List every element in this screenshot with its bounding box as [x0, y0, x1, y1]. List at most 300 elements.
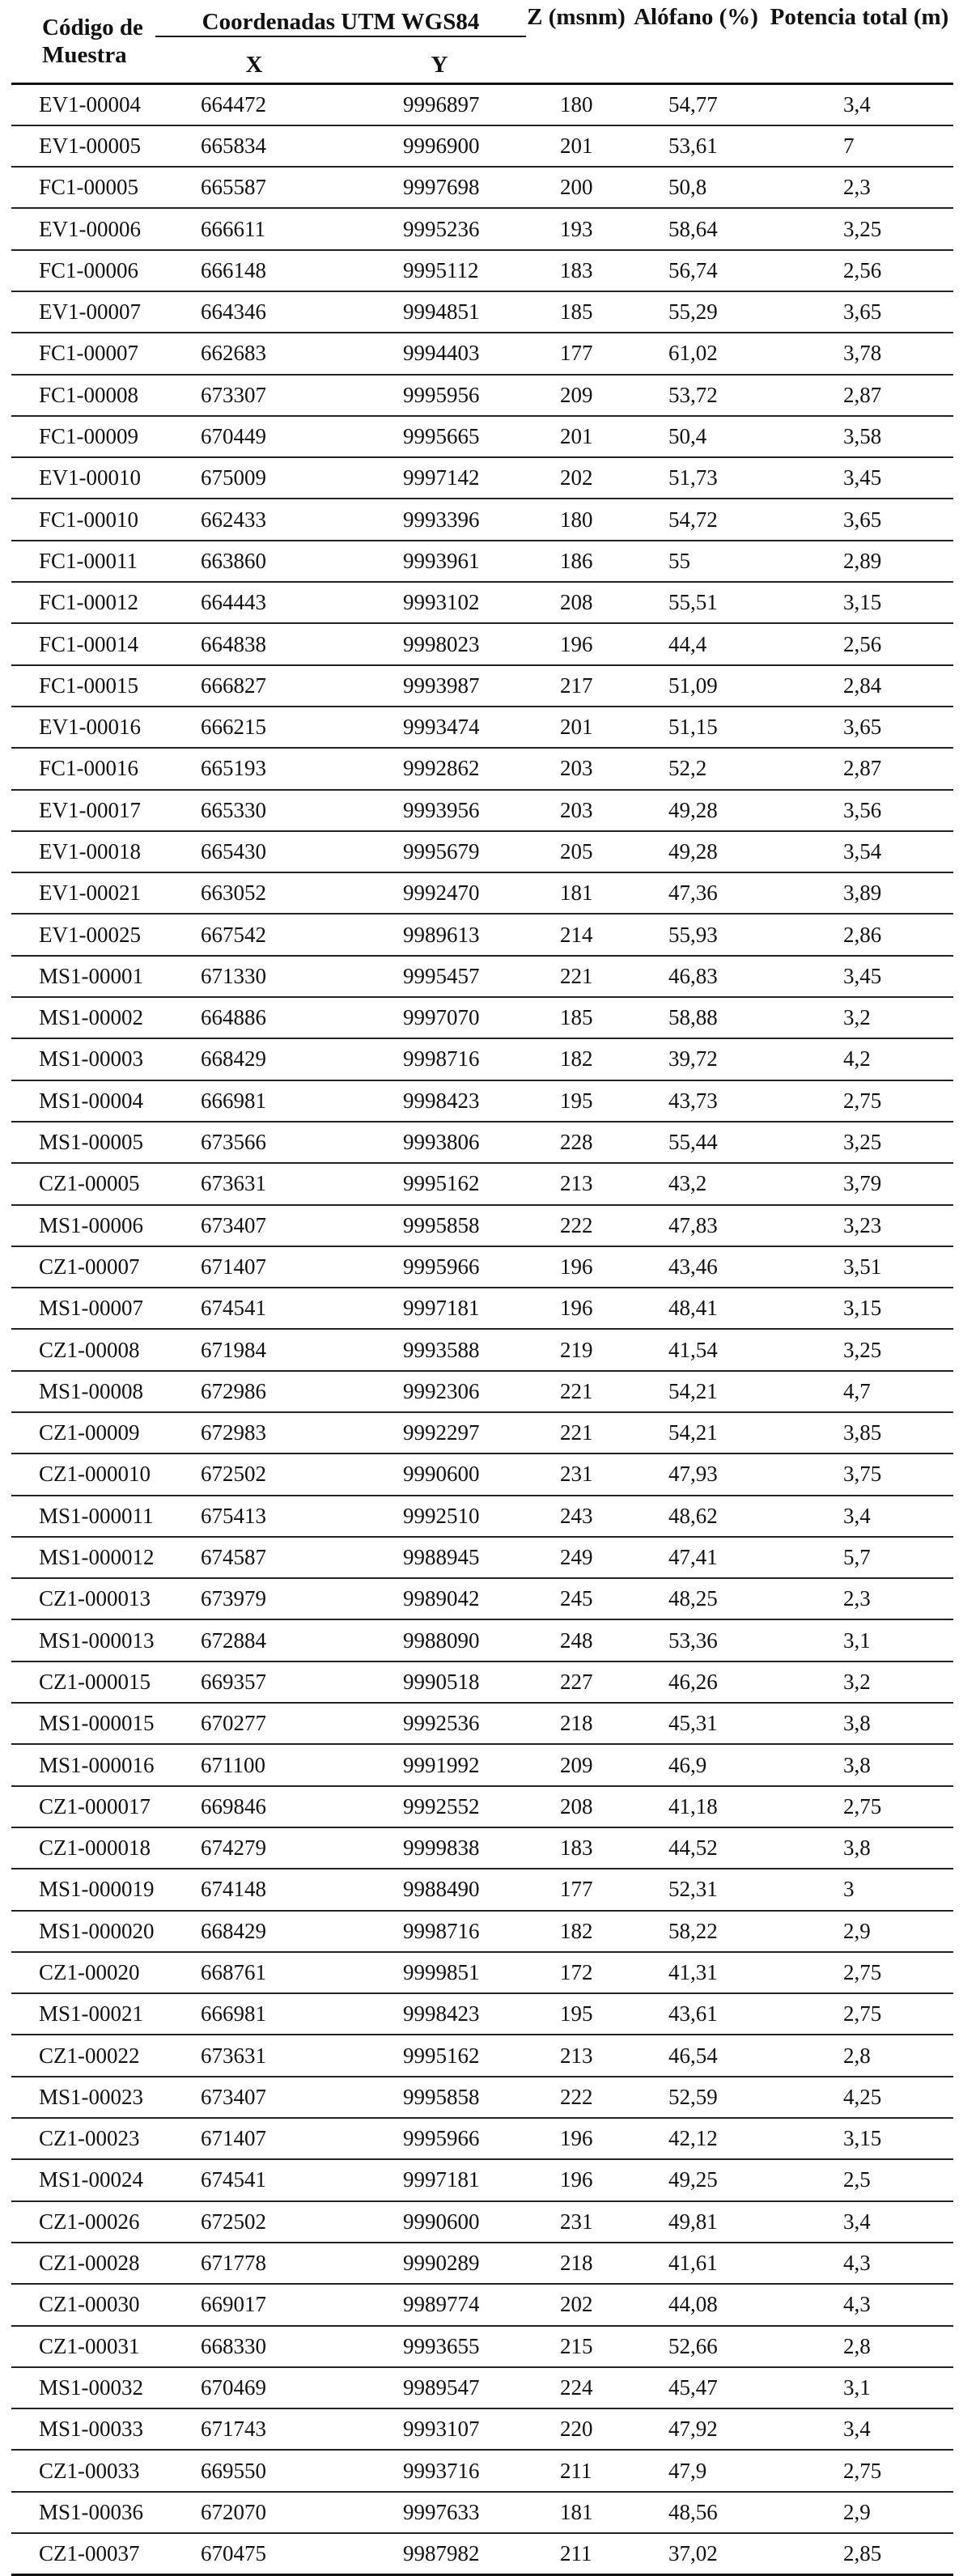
- cell-allophane: 50,4: [668, 424, 707, 449]
- table-row: [11, 291, 953, 333]
- cell-allophane: 44,52: [668, 1835, 718, 1861]
- cell-sample-code: MS1-00005: [39, 1130, 144, 1155]
- table-row: [11, 2243, 953, 2284]
- table-row: [11, 2035, 953, 2076]
- table-row: [11, 997, 953, 1038]
- table-row: [11, 1869, 953, 1910]
- cell-sample-code: EV1-00006: [39, 216, 141, 241]
- cell-sample-code: CZ1-00009: [39, 1420, 140, 1445]
- cell-y: 9995457: [403, 963, 480, 988]
- cell-sample-code: FC1-00015: [39, 673, 139, 698]
- cell-y: 9990600: [403, 2209, 480, 2234]
- cell-z: 193: [560, 216, 593, 241]
- samples-table: [11, 0, 953, 2576]
- cell-x: 670277: [201, 1711, 266, 1736]
- cell-sample-code: CZ1-00005: [39, 1171, 140, 1196]
- cell-x: 669846: [201, 1793, 266, 1818]
- cell-z: 243: [560, 1503, 593, 1528]
- cell-allophane: 43,2: [668, 1171, 707, 1196]
- cell-y: 9995679: [403, 838, 480, 864]
- cell-y: 9993987: [403, 673, 480, 698]
- cell-x: 671778: [201, 2251, 266, 2276]
- cell-allophane: 55,29: [668, 299, 718, 325]
- cell-allophane: 50,8: [668, 175, 707, 200]
- cell-allophane: 43,61: [668, 2001, 718, 2026]
- cell-x: 670469: [201, 2374, 266, 2400]
- cell-z: 231: [560, 1462, 593, 1487]
- table-row: [11, 1454, 953, 1495]
- cell-y: 9993655: [403, 2333, 480, 2358]
- cell-y: 9999851: [403, 1960, 480, 1984]
- cell-z: 231: [560, 2209, 593, 2234]
- cell-thickness: 3,2: [843, 1669, 871, 1694]
- cell-thickness: 3: [843, 1877, 855, 1902]
- cell-thickness: 3,1: [843, 2374, 871, 2400]
- cell-sample-code: EV1-00010: [39, 465, 141, 490]
- cell-x: 671407: [201, 2126, 266, 2151]
- cell-sample-code: EV1-00021: [39, 881, 141, 906]
- cell-thickness: 3,15: [843, 1296, 882, 1321]
- table-row: [11, 416, 953, 457]
- cell-z: 222: [560, 1212, 593, 1237]
- cell-x: 672884: [201, 1628, 266, 1653]
- cell-thickness: 3,65: [843, 299, 882, 325]
- cell-allophane: 52,66: [668, 2333, 718, 2358]
- cell-y: 9991992: [403, 1752, 480, 1777]
- cell-thickness: 3,79: [843, 1171, 882, 1196]
- cell-y: 9995665: [403, 424, 480, 449]
- cell-z: 213: [560, 1171, 593, 1196]
- cell-sample-code: EV1-00005: [39, 133, 141, 158]
- cell-thickness: 3,4: [843, 91, 871, 117]
- cell-allophane: 53,36: [668, 1628, 718, 1653]
- cell-z: 209: [560, 382, 593, 407]
- cell-z: 185: [560, 299, 593, 325]
- cell-y: 9997633: [403, 2499, 480, 2524]
- cell-allophane: 54,21: [668, 1420, 718, 1445]
- table-row: [11, 541, 953, 582]
- cell-z: 181: [560, 881, 593, 906]
- cell-allophane: 49,28: [668, 838, 718, 864]
- table-row: [11, 956, 953, 997]
- cell-allophane: 53,61: [668, 133, 718, 158]
- cell-sample-code: EV1-00018: [39, 838, 141, 864]
- cell-thickness: 3,4: [843, 1503, 871, 1528]
- cell-x: 664838: [201, 631, 266, 656]
- cell-allophane: 52,31: [668, 1877, 718, 1902]
- cell-z: 201: [560, 133, 593, 158]
- cell-y: 9996900: [403, 133, 480, 158]
- cell-thickness: 3,45: [843, 963, 882, 988]
- cell-x: 662433: [201, 507, 266, 532]
- cell-thickness: 5,7: [843, 1545, 871, 1570]
- cell-thickness: 3,25: [843, 1130, 882, 1155]
- table-row: [11, 623, 953, 664]
- table-row: [11, 2367, 953, 2408]
- cell-sample-code: CZ1-000015: [39, 1669, 151, 1694]
- cell-x: 662683: [201, 341, 266, 366]
- cell-y: 9997070: [403, 1005, 480, 1030]
- cell-x: 669550: [201, 2458, 266, 2483]
- cell-y: 9988090: [403, 1628, 480, 1653]
- cell-z: 202: [560, 2292, 593, 2317]
- cell-y: 9990600: [403, 1462, 480, 1487]
- cell-x: 672070: [201, 2499, 266, 2524]
- cell-sample-code: MS1-00036: [39, 2499, 144, 2524]
- cell-sample-code: CZ1-00020: [39, 1960, 140, 1984]
- cell-z: 196: [560, 2167, 593, 2192]
- cell-allophane: 55: [668, 548, 690, 573]
- header-elevation: Z (msnm): [527, 4, 626, 30]
- cell-z: 224: [560, 2374, 593, 2400]
- cell-thickness: 2,8: [843, 2333, 871, 2358]
- cell-z: 183: [560, 257, 593, 282]
- cell-y: 9993474: [403, 715, 480, 740]
- cell-y: 9992297: [403, 1420, 480, 1445]
- cell-y: 9998423: [403, 2001, 480, 2026]
- table-row: [11, 2201, 953, 2243]
- cell-allophane: 54,21: [668, 1378, 718, 1403]
- cell-thickness: 2,87: [843, 382, 882, 407]
- cell-x: 670449: [201, 424, 266, 449]
- cell-y: 9994403: [403, 341, 480, 366]
- cell-z: 221: [560, 963, 593, 988]
- cell-thickness: 2,3: [843, 1586, 871, 1611]
- cell-x: 665193: [201, 756, 266, 781]
- cell-y: 9992536: [403, 1711, 480, 1736]
- cell-z: 203: [560, 797, 593, 822]
- cell-x: 671407: [201, 1254, 266, 1279]
- cell-z: 221: [560, 1420, 593, 1445]
- cell-sample-code: EV1-00025: [39, 922, 141, 947]
- table-row: [11, 499, 953, 540]
- cell-thickness: 7: [843, 133, 855, 158]
- cell-allophane: 52,59: [668, 2084, 718, 2109]
- table-row: [11, 208, 953, 249]
- cell-allophane: 54,77: [668, 91, 718, 117]
- cell-sample-code: EV1-00016: [39, 715, 141, 740]
- cell-allophane: 51,09: [668, 673, 718, 698]
- cell-y: 9990289: [403, 2251, 480, 2276]
- cell-x: 668429: [201, 1046, 266, 1072]
- cell-x: 665330: [201, 797, 266, 822]
- cell-allophane: 58,64: [668, 216, 718, 241]
- table-row: [11, 375, 953, 416]
- cell-y: 9996897: [403, 91, 480, 117]
- cell-x: 664346: [201, 299, 266, 325]
- cell-thickness: 2,3: [843, 175, 871, 200]
- table-row: [11, 1371, 953, 1412]
- cell-thickness: 3,65: [843, 507, 882, 532]
- cell-allophane: 39,72: [668, 1046, 718, 1072]
- cell-thickness: 2,75: [843, 1088, 882, 1113]
- cell-x: 673631: [201, 1171, 266, 1196]
- table-row: [11, 1703, 953, 1744]
- cell-sample-code: CZ1-000018: [39, 1835, 151, 1861]
- cell-y: 9998423: [403, 1088, 480, 1113]
- cell-sample-code: MS1-00001: [39, 963, 144, 988]
- cell-sample-code: EV1-00004: [39, 91, 141, 117]
- cell-z: 208: [560, 1793, 593, 1818]
- cell-thickness: 2,75: [843, 1793, 882, 1818]
- cell-thickness: 3,75: [843, 1462, 882, 1487]
- cell-thickness: 2,89: [843, 548, 882, 573]
- cell-y: 9998023: [403, 631, 480, 656]
- cell-x: 667542: [201, 922, 266, 947]
- cell-thickness: 3,15: [843, 590, 882, 615]
- cell-y: 9990518: [403, 1669, 480, 1694]
- cell-y: 9995858: [403, 2084, 480, 2109]
- cell-sample-code: MS1-000015: [39, 1711, 155, 1736]
- cell-allophane: 45,31: [668, 1711, 718, 1736]
- table-row: [11, 1744, 953, 1785]
- cell-z: 221: [560, 1378, 593, 1403]
- cell-allophane: 48,41: [668, 1296, 718, 1321]
- cell-sample-code: CZ1-00007: [39, 1254, 140, 1279]
- table-row: [11, 1205, 953, 1246]
- cell-x: 665430: [201, 838, 266, 864]
- table-row: [11, 1038, 953, 1080]
- header-total-thickness: Potencia total (m): [770, 4, 949, 30]
- cell-x: 673407: [201, 1212, 266, 1237]
- cell-y: 9988490: [403, 1877, 480, 1902]
- cell-allophane: 41,18: [668, 1793, 718, 1818]
- cell-thickness: 3,15: [843, 2126, 882, 2151]
- cell-y: 9993102: [403, 590, 480, 615]
- cell-y: 9994851: [403, 299, 480, 325]
- cell-x: 666981: [201, 2001, 266, 2026]
- cell-sample-code: MS1-00021: [39, 2001, 144, 2026]
- cell-x: 671330: [201, 963, 266, 988]
- cell-allophane: 46,54: [668, 2043, 718, 2068]
- cell-z: 205: [560, 838, 593, 864]
- cell-sample-code: MS1-00008: [39, 1378, 144, 1403]
- cell-z: 220: [560, 2417, 593, 2442]
- cell-x: 665587: [201, 175, 266, 200]
- cell-y: 9992470: [403, 881, 480, 906]
- table-row: [11, 1661, 953, 1703]
- cell-x: 675009: [201, 465, 266, 490]
- cell-x: 671984: [201, 1337, 266, 1362]
- cell-allophane: 55,51: [668, 590, 718, 615]
- table-row: [11, 1329, 953, 1370]
- cell-allophane: 53,72: [668, 382, 718, 407]
- cell-sample-code: MS1-00023: [39, 2084, 144, 2109]
- cell-allophane: 55,93: [668, 922, 718, 947]
- cell-x: 671743: [201, 2417, 266, 2442]
- cell-z: 182: [560, 1918, 593, 1943]
- cell-y: 9988945: [403, 1545, 480, 1570]
- cell-sample-code: FC1-00008: [39, 382, 139, 407]
- cell-z: 196: [560, 631, 593, 656]
- cell-z: 202: [560, 465, 593, 490]
- cell-y: 9989547: [403, 2374, 480, 2400]
- cell-allophane: 41,61: [668, 2251, 718, 2276]
- cell-allophane: 47,93: [668, 1462, 718, 1487]
- cell-x: 666148: [201, 257, 266, 282]
- header-allophane: Alófano (%): [634, 4, 758, 30]
- cell-z: 211: [560, 2540, 592, 2565]
- cell-x: 674541: [201, 2167, 266, 2192]
- cell-thickness: 3,23: [843, 1212, 882, 1237]
- cell-sample-code: EV1-00017: [39, 797, 141, 822]
- cell-sample-code: CZ1-00028: [39, 2251, 140, 2276]
- cell-x: 665834: [201, 133, 266, 158]
- table-row: [11, 914, 953, 955]
- cell-y: 9993107: [403, 2417, 480, 2442]
- cell-thickness: 2,75: [843, 2001, 882, 2026]
- cell-thickness: 3,25: [843, 1337, 882, 1362]
- cell-y: 9997181: [403, 1296, 480, 1321]
- cell-sample-code: CZ1-00008: [39, 1337, 140, 1362]
- cell-sample-code: MS1-000016: [39, 1752, 155, 1777]
- cell-sample-code: FC1-00014: [39, 631, 139, 656]
- cell-x: 673407: [201, 2084, 266, 2109]
- cell-y: 9992552: [403, 1793, 480, 1818]
- cell-z: 209: [560, 1752, 593, 1777]
- cell-z: 219: [560, 1337, 593, 1362]
- table-row: [11, 707, 953, 748]
- cell-allophane: 58,88: [668, 1005, 718, 1030]
- table-row: [11, 84, 953, 125]
- cell-allophane: 46,26: [668, 1669, 718, 1694]
- table-row: [11, 2159, 953, 2200]
- cell-y: 9998716: [403, 1918, 480, 1943]
- table-row: [11, 872, 953, 914]
- cell-allophane: 48,25: [668, 1586, 718, 1611]
- cell-sample-code: MS1-00007: [39, 1296, 144, 1321]
- cell-z: 201: [560, 424, 593, 449]
- cell-x: 669357: [201, 1669, 266, 1694]
- cell-thickness: 2,9: [843, 1918, 871, 1943]
- cell-x: 672986: [201, 1378, 266, 1403]
- table-row: [11, 2533, 953, 2574]
- cell-z: 185: [560, 1005, 593, 1030]
- cell-y: 9995966: [403, 1254, 480, 1279]
- cell-thickness: 3,45: [843, 465, 882, 490]
- cell-x: 670475: [201, 2540, 266, 2565]
- cell-thickness: 2,56: [843, 631, 882, 656]
- cell-allophane: 47,36: [668, 881, 718, 906]
- cell-sample-code: MS1-000020: [39, 1918, 155, 1943]
- cell-x: 673979: [201, 1586, 266, 1611]
- cell-sample-code: CZ1-00023: [39, 2126, 140, 2151]
- cell-x: 672983: [201, 1420, 266, 1445]
- cell-z: 217: [560, 673, 593, 698]
- cell-y: 9995112: [403, 257, 479, 282]
- cell-allophane: 45,47: [668, 2374, 718, 2400]
- table-row: [11, 1993, 953, 2035]
- cell-x: 672502: [201, 1462, 266, 1487]
- cell-allophane: 61,02: [668, 341, 718, 366]
- cell-y: 9989613: [403, 922, 480, 947]
- cell-sample-code: FC1-00012: [39, 590, 139, 615]
- cell-thickness: 2,84: [843, 673, 882, 698]
- cell-sample-code: MS1-00032: [39, 2374, 144, 2400]
- table-row: [11, 831, 953, 872]
- cell-allophane: 52,2: [668, 756, 707, 781]
- cell-allophane: 47,83: [668, 1212, 718, 1237]
- cell-thickness: 2,87: [843, 756, 882, 781]
- header-utm-coordinates: Coordenadas UTM WGS84: [155, 0, 526, 36]
- cell-sample-code: MS1-00024: [39, 2167, 144, 2192]
- cell-z: 196: [560, 1296, 593, 1321]
- table-row: [11, 748, 953, 789]
- table-row: [11, 457, 953, 499]
- cell-allophane: 46,83: [668, 963, 718, 988]
- cell-sample-code: CZ1-00026: [39, 2209, 140, 2234]
- cell-z: 248: [560, 1628, 593, 1653]
- cell-thickness: 4,25: [843, 2084, 882, 2109]
- table-row: [11, 1952, 953, 1993]
- cell-thickness: 4,7: [843, 1378, 871, 1403]
- cell-thickness: 2,5: [843, 2167, 871, 2192]
- cell-allophane: 44,08: [668, 2292, 718, 2317]
- cell-z: 195: [560, 2001, 593, 2026]
- cell-z: 222: [560, 2084, 593, 2109]
- cell-sample-code: FC1-00010: [39, 507, 139, 532]
- cell-sample-code: MS1-000019: [39, 1877, 155, 1902]
- cell-x: 663860: [201, 548, 266, 573]
- table-row: [11, 2326, 953, 2367]
- cell-x: 669017: [201, 2292, 266, 2317]
- cell-y: 9993588: [403, 1337, 480, 1362]
- cell-thickness: 3,89: [843, 881, 882, 906]
- cell-thickness: 3,25: [843, 216, 882, 241]
- cell-y: 9993806: [403, 1130, 480, 1155]
- table-header: [11, 0, 953, 84]
- cell-thickness: 2,75: [843, 1960, 882, 1984]
- table-row: [11, 1246, 953, 1288]
- cell-sample-code: MS1-000011: [39, 1503, 154, 1528]
- cell-x: 674541: [201, 1296, 266, 1321]
- cell-allophane: 41,54: [668, 1337, 718, 1362]
- cell-y: 9997698: [403, 175, 480, 200]
- cell-thickness: 3,78: [843, 341, 882, 366]
- table-row: [11, 665, 953, 707]
- cell-y: 9997181: [403, 2167, 480, 2192]
- cell-thickness: 4,3: [843, 2251, 871, 2276]
- cell-z: 208: [560, 590, 593, 615]
- cell-x: 666611: [201, 216, 265, 241]
- cell-x: 666827: [201, 673, 266, 698]
- cell-z: 201: [560, 715, 593, 740]
- cell-z: 213: [560, 2043, 593, 2068]
- table-row: [11, 1496, 953, 1537]
- cell-sample-code: CZ1-00037: [39, 2540, 140, 2565]
- cell-allophane: 47,9: [668, 2458, 707, 2483]
- cell-thickness: 3,58: [843, 424, 882, 449]
- cell-allophane: 44,4: [668, 631, 707, 656]
- cell-z: 181: [560, 2499, 593, 2524]
- cell-allophane: 41,31: [668, 1960, 718, 1984]
- cell-z: 196: [560, 2126, 593, 2151]
- cell-sample-code: CZ1-00033: [39, 2458, 140, 2483]
- cell-x: 673307: [201, 382, 266, 407]
- cell-x: 674587: [201, 1545, 266, 1570]
- cell-x: 672502: [201, 2209, 266, 2234]
- cell-thickness: 2,56: [843, 257, 882, 282]
- cell-z: 227: [560, 1669, 593, 1694]
- cell-allophane: 48,62: [668, 1503, 718, 1528]
- cell-thickness: 2,85: [843, 2540, 882, 2565]
- cell-allophane: 43,46: [668, 1254, 718, 1279]
- cell-sample-code: CZ1-000010: [39, 1462, 151, 1487]
- cell-y: 9993956: [403, 797, 480, 822]
- cell-x: 666215: [201, 715, 266, 740]
- cell-z: 214: [560, 922, 593, 947]
- cell-allophane: 49,28: [668, 797, 718, 822]
